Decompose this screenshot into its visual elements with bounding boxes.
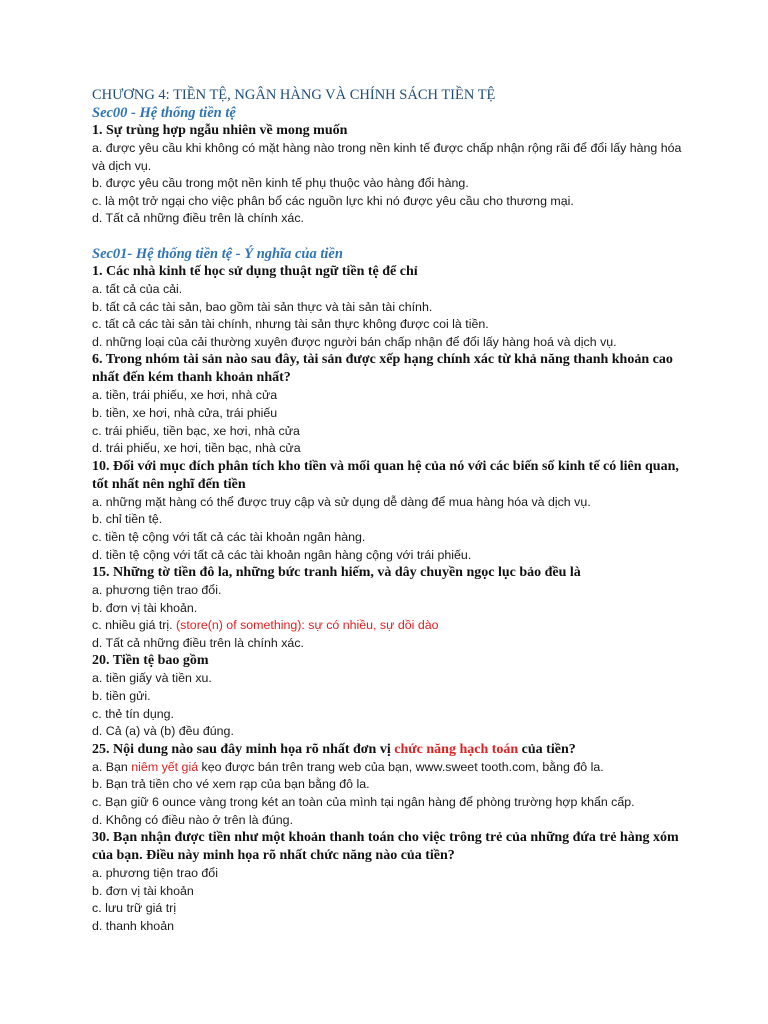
option-1-d: d. những loại của cải thường xuyên được người bán chấp nhận để đổi lấy hàng hoá và dịch vụ. [92,334,617,349]
section-heading-sec01: Sec01- Hệ thống tiền tệ - Ý nghĩa của tiền [92,245,343,262]
option-25-c: c. Bạn giữ 6 ounce vàng trong két an toàn của mình tại ngân hàng để phòng trường hợp khẩn cấp. [92,795,635,810]
question-15: 15. Những tờ tiền đô la, những bức tranh hiếm, và dây chuyền ngọc lục bảo đều là [92,565,581,581]
option-sec00-1-c: c. là một trở ngại cho việc phân bổ các nguồn lực khi nó được yêu cầu cho thương mại. [92,193,574,208]
chapter-title: CHƯƠNG 4: TIỀN TỆ, NGÂN HÀNG VÀ CHÍNH SÁCH TIỀN TỆ [92,87,496,103]
option-25-a-after: kẹo được bán trên trang web của bạn, www.sweet tooth.com, bằng đô la. [201,759,604,774]
option-20-a: a. tiền giấy và tiền xu. [92,671,212,686]
option-15-c [92,617,692,635]
option-6-b: b. tiền, xe hơi, nhà cửa, trái phiếu [92,405,278,420]
option-6-a: a. tiền, trái phiếu, xe hơi, nhà cửa [92,388,278,403]
option-15-a: a. phương tiện trao đổi. [92,583,222,598]
option-20-b: b. tiền gửi. [92,689,151,704]
question-25 [92,741,692,759]
question-25-highlight: chức năng hạch toán [394,741,519,757]
option-15-c-text: c. nhiều giá trị. [92,618,173,633]
option-25-d: d. Không có điều nào ở trên là đúng. [92,812,294,827]
option-25-a-highlight: niêm yết giá [131,759,199,774]
question-25-text-before: 25. Nội dung nào sau đây minh họa rõ nhất đơn vị [92,741,391,757]
option-10-a: a. những mặt hàng có thể được truy cập và sử dụng dễ dàng để mua hàng hóa và dịch vụ. [92,494,591,509]
option-15-c-note: (store(n) of something): sự có nhiều, sự dồi dào [176,618,439,633]
option-15-b: b. đơn vị tài khoản. [92,600,198,615]
option-30-b: b. đơn vị tài khoản [92,883,194,898]
question-1: 1. Các nhà kinh tế học sử dụng thuật ngữ tiền tệ để chỉ [92,263,418,279]
question-25-text-after: của tiền? [521,741,576,757]
question-sec00-1: 1. Sự trùng hợp ngẫu nhiên về mong muốn [92,123,348,138]
option-sec00-1-d: d. Tất cả những điều trên là chính xác. [92,211,304,226]
option-10-c: c. tiền tệ cộng với tất cả các tài khoản ngân hàng. [92,529,366,544]
option-sec00-1-a: a. được yêu cầu khi không có mặt hàng nào trong nền kinh tế được chấp nhận rộng rãi để đổi lấy hàng hóa và dịch vụ. [92,141,682,173]
option-25-b: b. Bạn trả tiền cho vé xem rạp của bạn bằng đô la. [92,777,370,792]
option-sec00-1-b: b. được yêu cầu trong một nền kinh tế phụ thuộc vào hàng đổi hàng. [92,176,469,191]
option-6-c: c. trái phiếu, tiền bạc, xe hơi, nhà cửa [92,423,300,438]
question-6: 6. Trong nhóm tài sản nào sau đây, tài sản được xếp hạng chính xác từ khả năng thanh khoản cao nhất đến kém thanh khoản nhất? [92,352,673,386]
question-10: 10. Đối với mục đích phân tích kho tiền và mối quan hệ của nó với các biến số kinh tế có liên quan, tốt nhất nên nghĩ đến tiền [92,458,679,492]
option-30-a: a. phương tiện trao đổi [92,866,218,881]
option-20-d: d. Cả (a) và (b) đều đúng. [92,724,234,739]
document-content [92,86,692,936]
option-10-d: d. tiền tệ cộng với tất cả các tài khoản ngân hàng cộng với trái phiếu. [92,547,472,562]
option-15-d: d. Tất cả những điều trên là chính xác. [92,635,304,650]
option-25-a [92,759,692,777]
option-6-d: d. trái phiếu, xe hơi, tiền bạc, nhà cửa [92,441,301,456]
question-30: 30. Bạn nhận được tiền như một khoản thanh toán cho việc trông trẻ của những đứa trẻ hàng xóm của bạn. Điều này minh họa rõ nhất chức năng nào của tiền? [92,830,679,864]
option-25-a-before: a. Bạn [92,759,128,774]
option-30-c: c. lưu trữ giá trị [92,901,177,916]
section-heading-sec00: Sec00 - Hệ thống tiền tệ [92,105,236,121]
option-20-c: c. thẻ tín dụng. [92,706,174,721]
option-1-c: c. tất cả các tài sản tài chính, nhưng tài sản thực không được coi là tiền. [92,317,489,332]
option-10-b: b. chỉ tiền tệ. [92,512,163,527]
question-20: 20. Tiền tệ bao gồm [92,653,209,669]
option-30-d: d. thanh khoản [92,919,174,933]
option-1-b: b. tất cả các tài sản, bao gồm tài sản thực và tài sản tài chính. [92,299,433,314]
option-1-a: a. tất cả của cải. [92,281,183,296]
